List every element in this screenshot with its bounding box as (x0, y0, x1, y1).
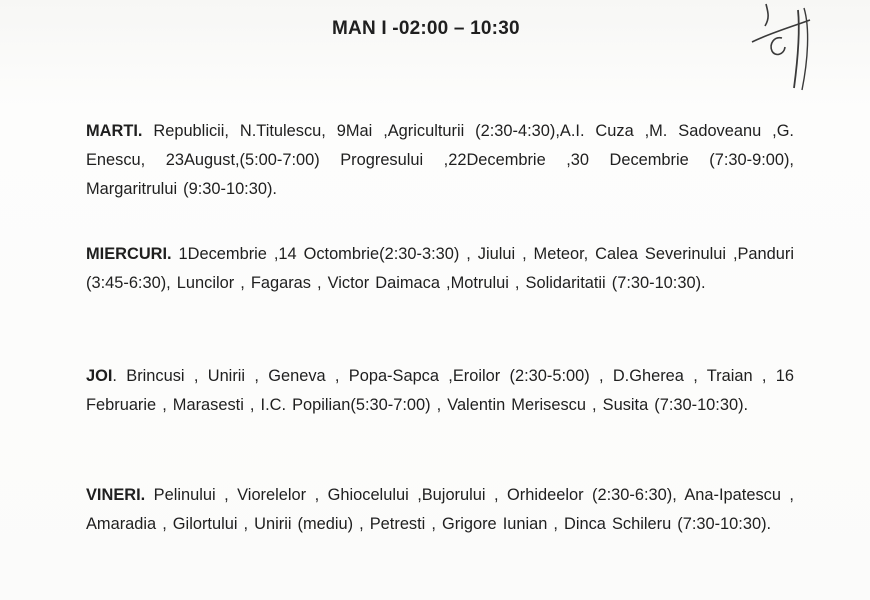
section-text-marti: Republicii, N.Titulescu, 9Mai ,Agriculturii (2:30-4:30),A.I. Cuza ,M. Sadoveanu ,G. Enescu, 23August,(5:00-7:00) Progresului ,22Decembrie ,30 Decembrie (7:30-9:00), Margaritrului (9:30-10:30). (86, 122, 794, 198)
section-text-miercuri: 1Decembrie ,14 Octombrie(2:30-3:30) , Jiului , Meteor, Calea Severinului ,Panduri (3:45-6:30), Luncilor , Fagaras , Victor Daimaca ,Motrului , Solidaritatii (7:30-10:30). (86, 245, 794, 292)
day-label-joi: JOI (86, 367, 113, 385)
day-label-vineri: VINERI. (86, 486, 146, 504)
day-label-marti: MARTI. (86, 122, 143, 140)
section-text-vineri: Pelinului , Viorelelor , Ghiocelului ,Bujorului , Orhideelor (2:30-6:30), Ana-Ipatescu , Amaradia , Gilortului , Unirii (mediu) , Petresti , Grigore Iunian , Dinca Schileru (7:30-10:30). (86, 486, 794, 533)
handwritten-mark (738, 0, 818, 95)
section-miercuri (86, 240, 794, 298)
section-marti (86, 117, 794, 204)
day-label-miercuri: MIERCURI. (86, 245, 172, 263)
section-text-joi: . Brincusi , Unirii , Geneva , Popa-Sapca ,Eroilor (2:30-5:00) , D.Gherea , Traian , 16 Februarie , Marasesti , I.C. Popilian(5:30-7:00) , Valentin Merisescu , Susita (7:30-10:30). (86, 367, 794, 414)
section-joi (86, 362, 794, 420)
section-vineri (86, 481, 794, 539)
document-title: MAN I -02:00 – 10:30 (332, 18, 520, 39)
